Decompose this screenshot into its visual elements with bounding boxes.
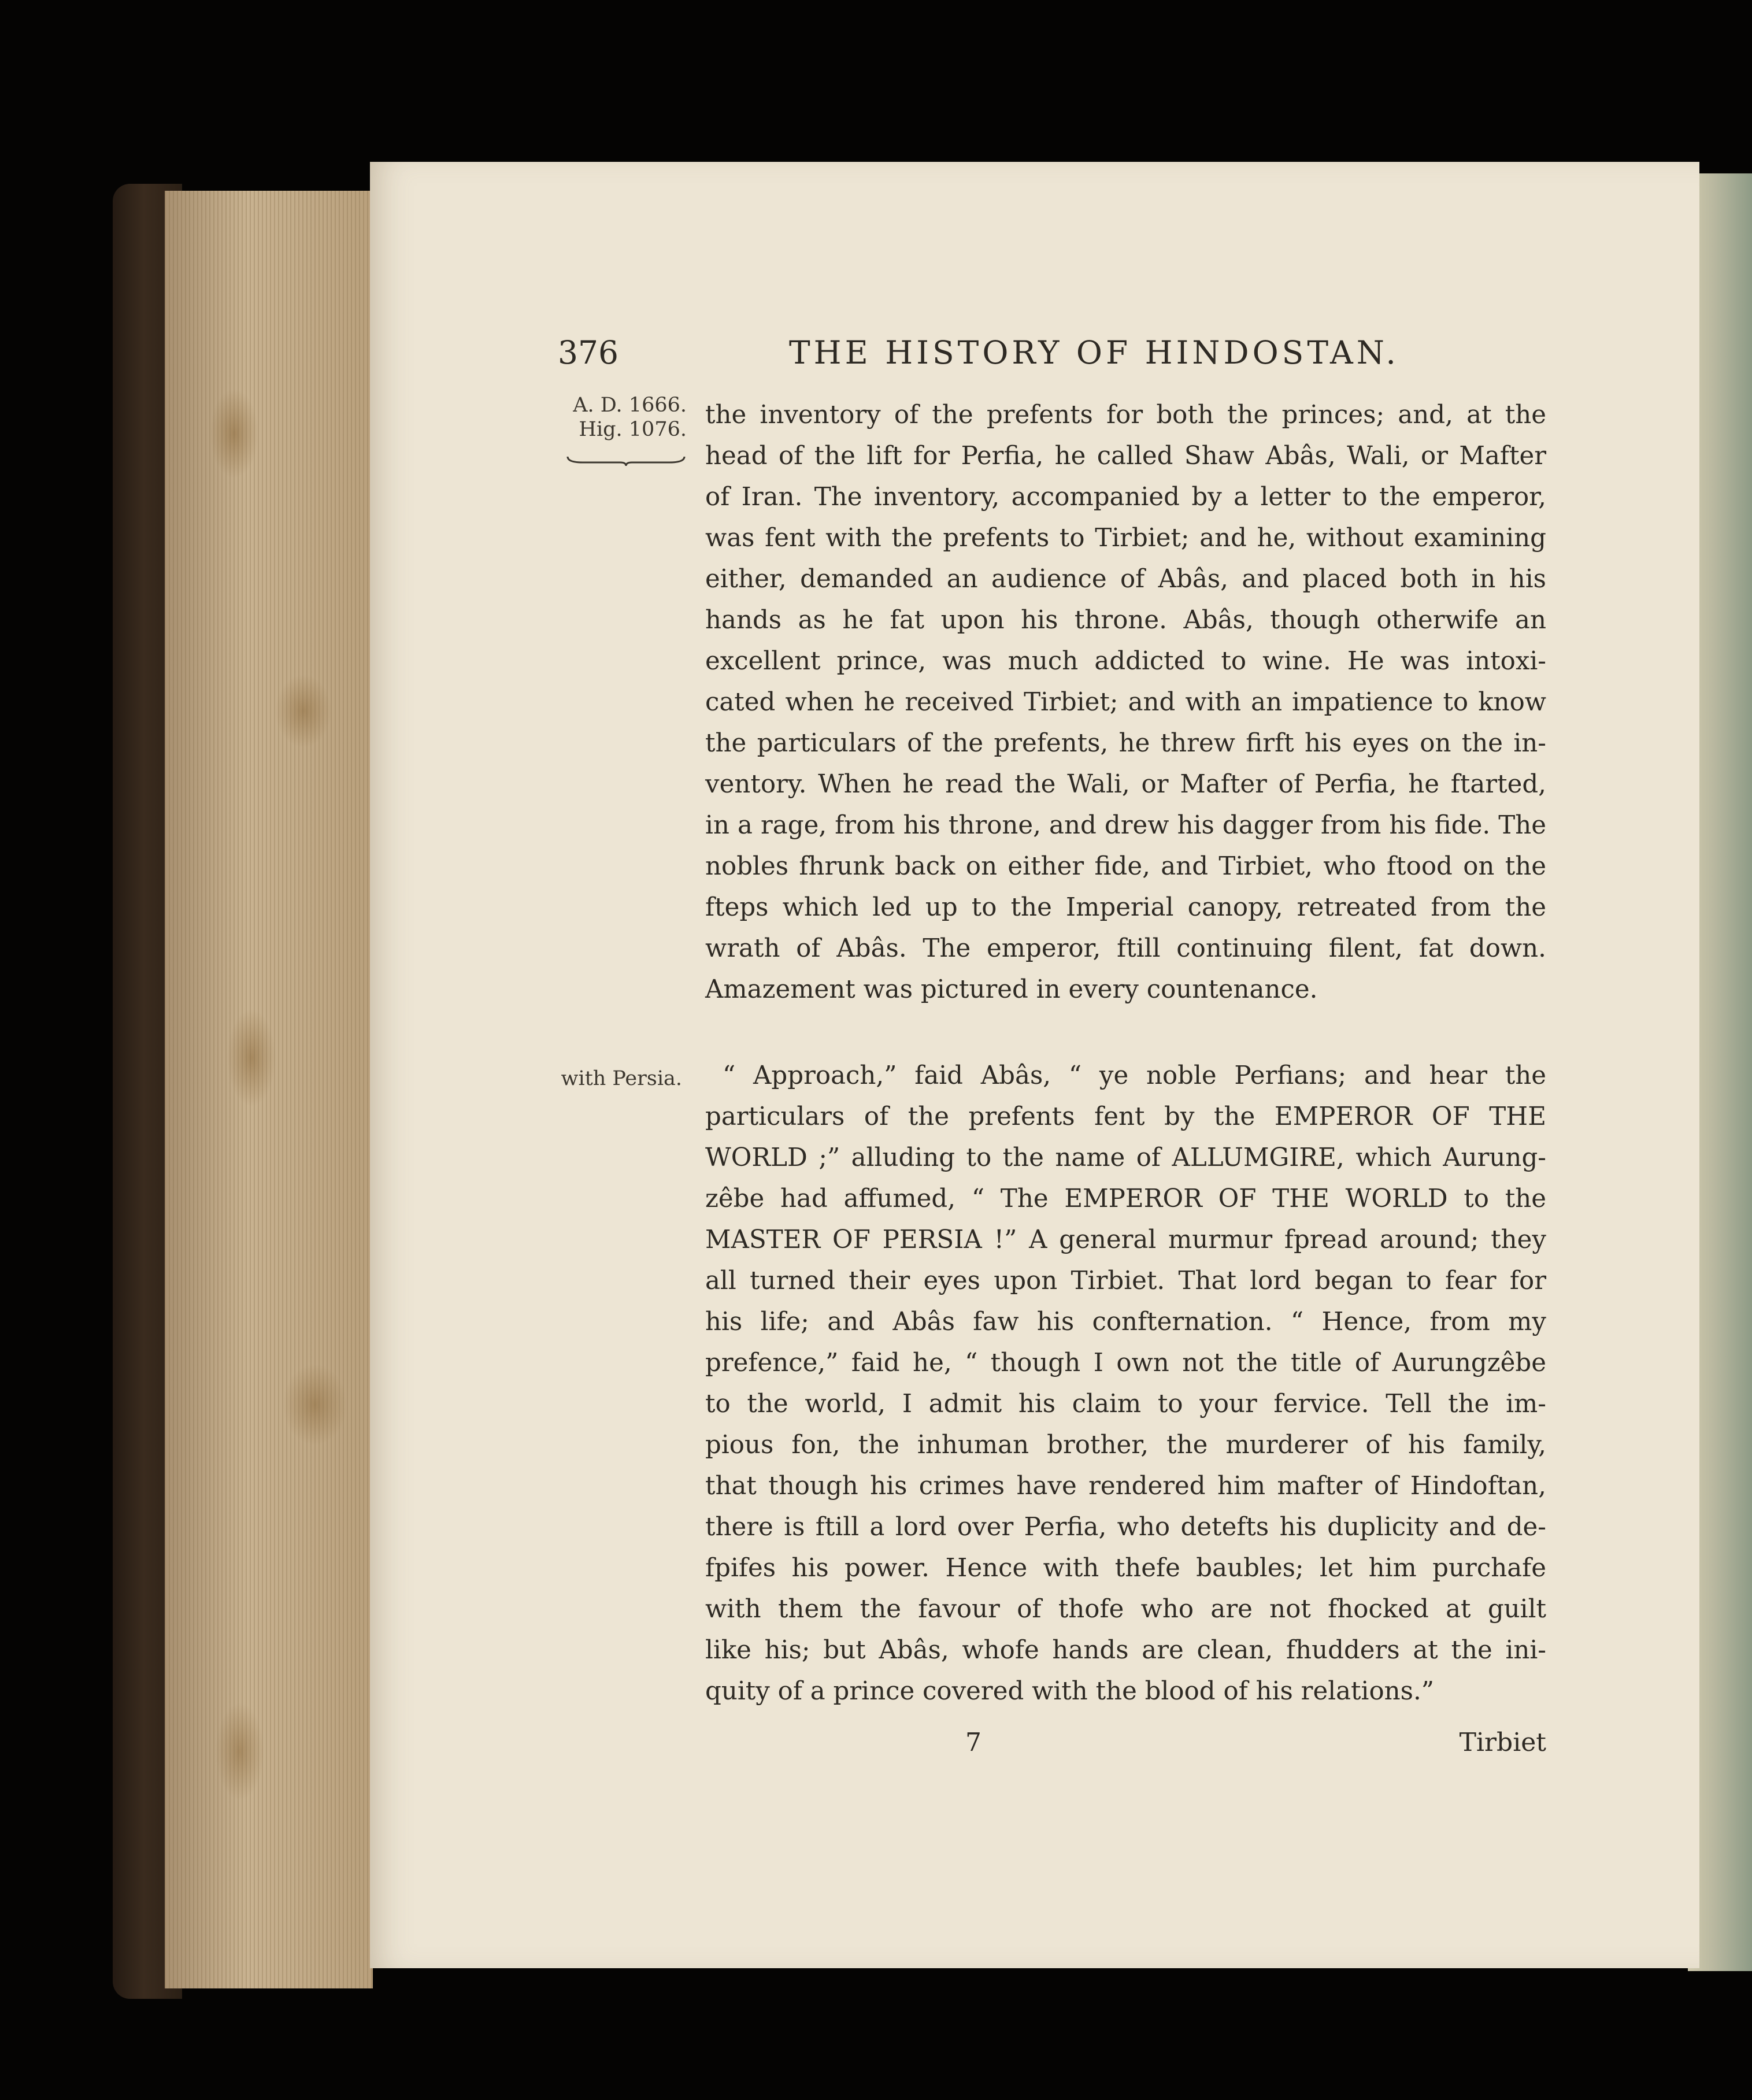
- margin-side-note: with Persia.: [561, 1067, 682, 1090]
- text-line: like his; but Abâs, whofe hands are clean, fhudders at the ini-: [705, 1636, 1546, 1665]
- paragraph-1: [705, 395, 1546, 1010]
- text-line: prefence,” faid he, “ though I own not the title of Aurungzêbe: [705, 1349, 1546, 1377]
- running-header: [558, 329, 1546, 376]
- text-line: was fent with the prefents to Tirbiet; and he, without examining: [705, 524, 1546, 553]
- text-line: MASTER OF PERSIA !” A general murmur fpread around; they: [705, 1225, 1546, 1254]
- text-line: nobles fhrunk back on either fide, and Tirbiet, who ftood on the: [705, 852, 1546, 881]
- margin-date-hijri: Hig. 1076.: [579, 418, 687, 441]
- text-line: the inventory of the prefents for both the princes; and, at the: [705, 401, 1546, 429]
- text-line: excellent prince, was much addicted to wine. He was intoxi-: [705, 647, 1546, 676]
- text-line: hands as he fat upon his throne. Abâs, though otherwife an: [705, 606, 1546, 635]
- paragraph-2: [705, 1055, 1546, 1712]
- page-edges: [165, 191, 373, 1988]
- text-line: pious fon, the inhuman brother, the murderer of his family,: [705, 1431, 1546, 1460]
- text-line: fpifes his power. Hence with thefe baubles; let him purchafe: [705, 1554, 1546, 1583]
- text-line: wrath of Abâs. The emperor, ftill continuing filent, fat down.: [705, 934, 1546, 963]
- running-head-title: THE HISTORY OF HINDOSTAN.: [789, 334, 1399, 371]
- text-line: Amazement was pictured in every countenance.: [705, 975, 1318, 1004]
- text-line: in a rage, from his throne, and drew his dagger from his fide. The: [705, 811, 1546, 840]
- text-line: of Iran. The inventory, accompanied by a letter to the emperor,: [705, 483, 1546, 512]
- text-line: WORLD ;” alluding to the name of ALLUMGIRE, which Aurung-: [705, 1143, 1546, 1172]
- text-line: ventory. When he read the Wali, or Mafter of Perfia, he ftarted,: [705, 770, 1546, 799]
- text-line: zêbe had affumed, “ The EMPEROR OF THE WORLD to the: [705, 1184, 1546, 1213]
- text-line: either, demanded an audience of Abâs, and placed both in his: [705, 565, 1546, 594]
- catchword: Tirbiet: [1459, 1728, 1546, 1757]
- text-line: fteps which led up to the Imperial canopy, retreated from the: [705, 893, 1546, 922]
- margin-brace-icon: [565, 454, 687, 467]
- text-line: the particulars of the prefents, he threw firft his eyes on the in-: [705, 729, 1546, 758]
- margin-date-ad: A. D. 1666.: [573, 394, 687, 417]
- text-line: there is ftill a lord over Perfia, who detefts his duplicity and de-: [705, 1513, 1546, 1542]
- text-line: quity of a prince covered with the blood of his relations.”: [705, 1677, 1435, 1706]
- text-line: to the world, I admit his claim to your fervice. Tell the im-: [705, 1390, 1546, 1418]
- signature-mark: 7: [965, 1728, 981, 1757]
- text-line: his life; and Abâs faw his confternation. “ Hence, from my: [705, 1308, 1546, 1336]
- page-number: 376: [558, 334, 618, 371]
- text-line: all turned their eyes upon Tirbiet. That lord began to fear for: [705, 1266, 1546, 1295]
- text-line: head of the lift for Perfia, he called Shaw Abâs, Wali, or Mafter: [705, 442, 1546, 471]
- margin-date-note: [565, 393, 687, 442]
- text-line: with them the favour of thofe who are not fhocked at guilt: [705, 1595, 1546, 1624]
- text-line: “ Approach,” faid Abâs, “ ye noble Perfians; and hear the: [723, 1061, 1546, 1090]
- text-line: cated when he received Tirbiet; and with an impatience to know: [705, 688, 1546, 717]
- text-line: that though his crimes have rendered him mafter of Hindoftan,: [705, 1472, 1546, 1501]
- text-line: particulars of the prefents fent by the EMPEROR OF THE: [705, 1102, 1546, 1131]
